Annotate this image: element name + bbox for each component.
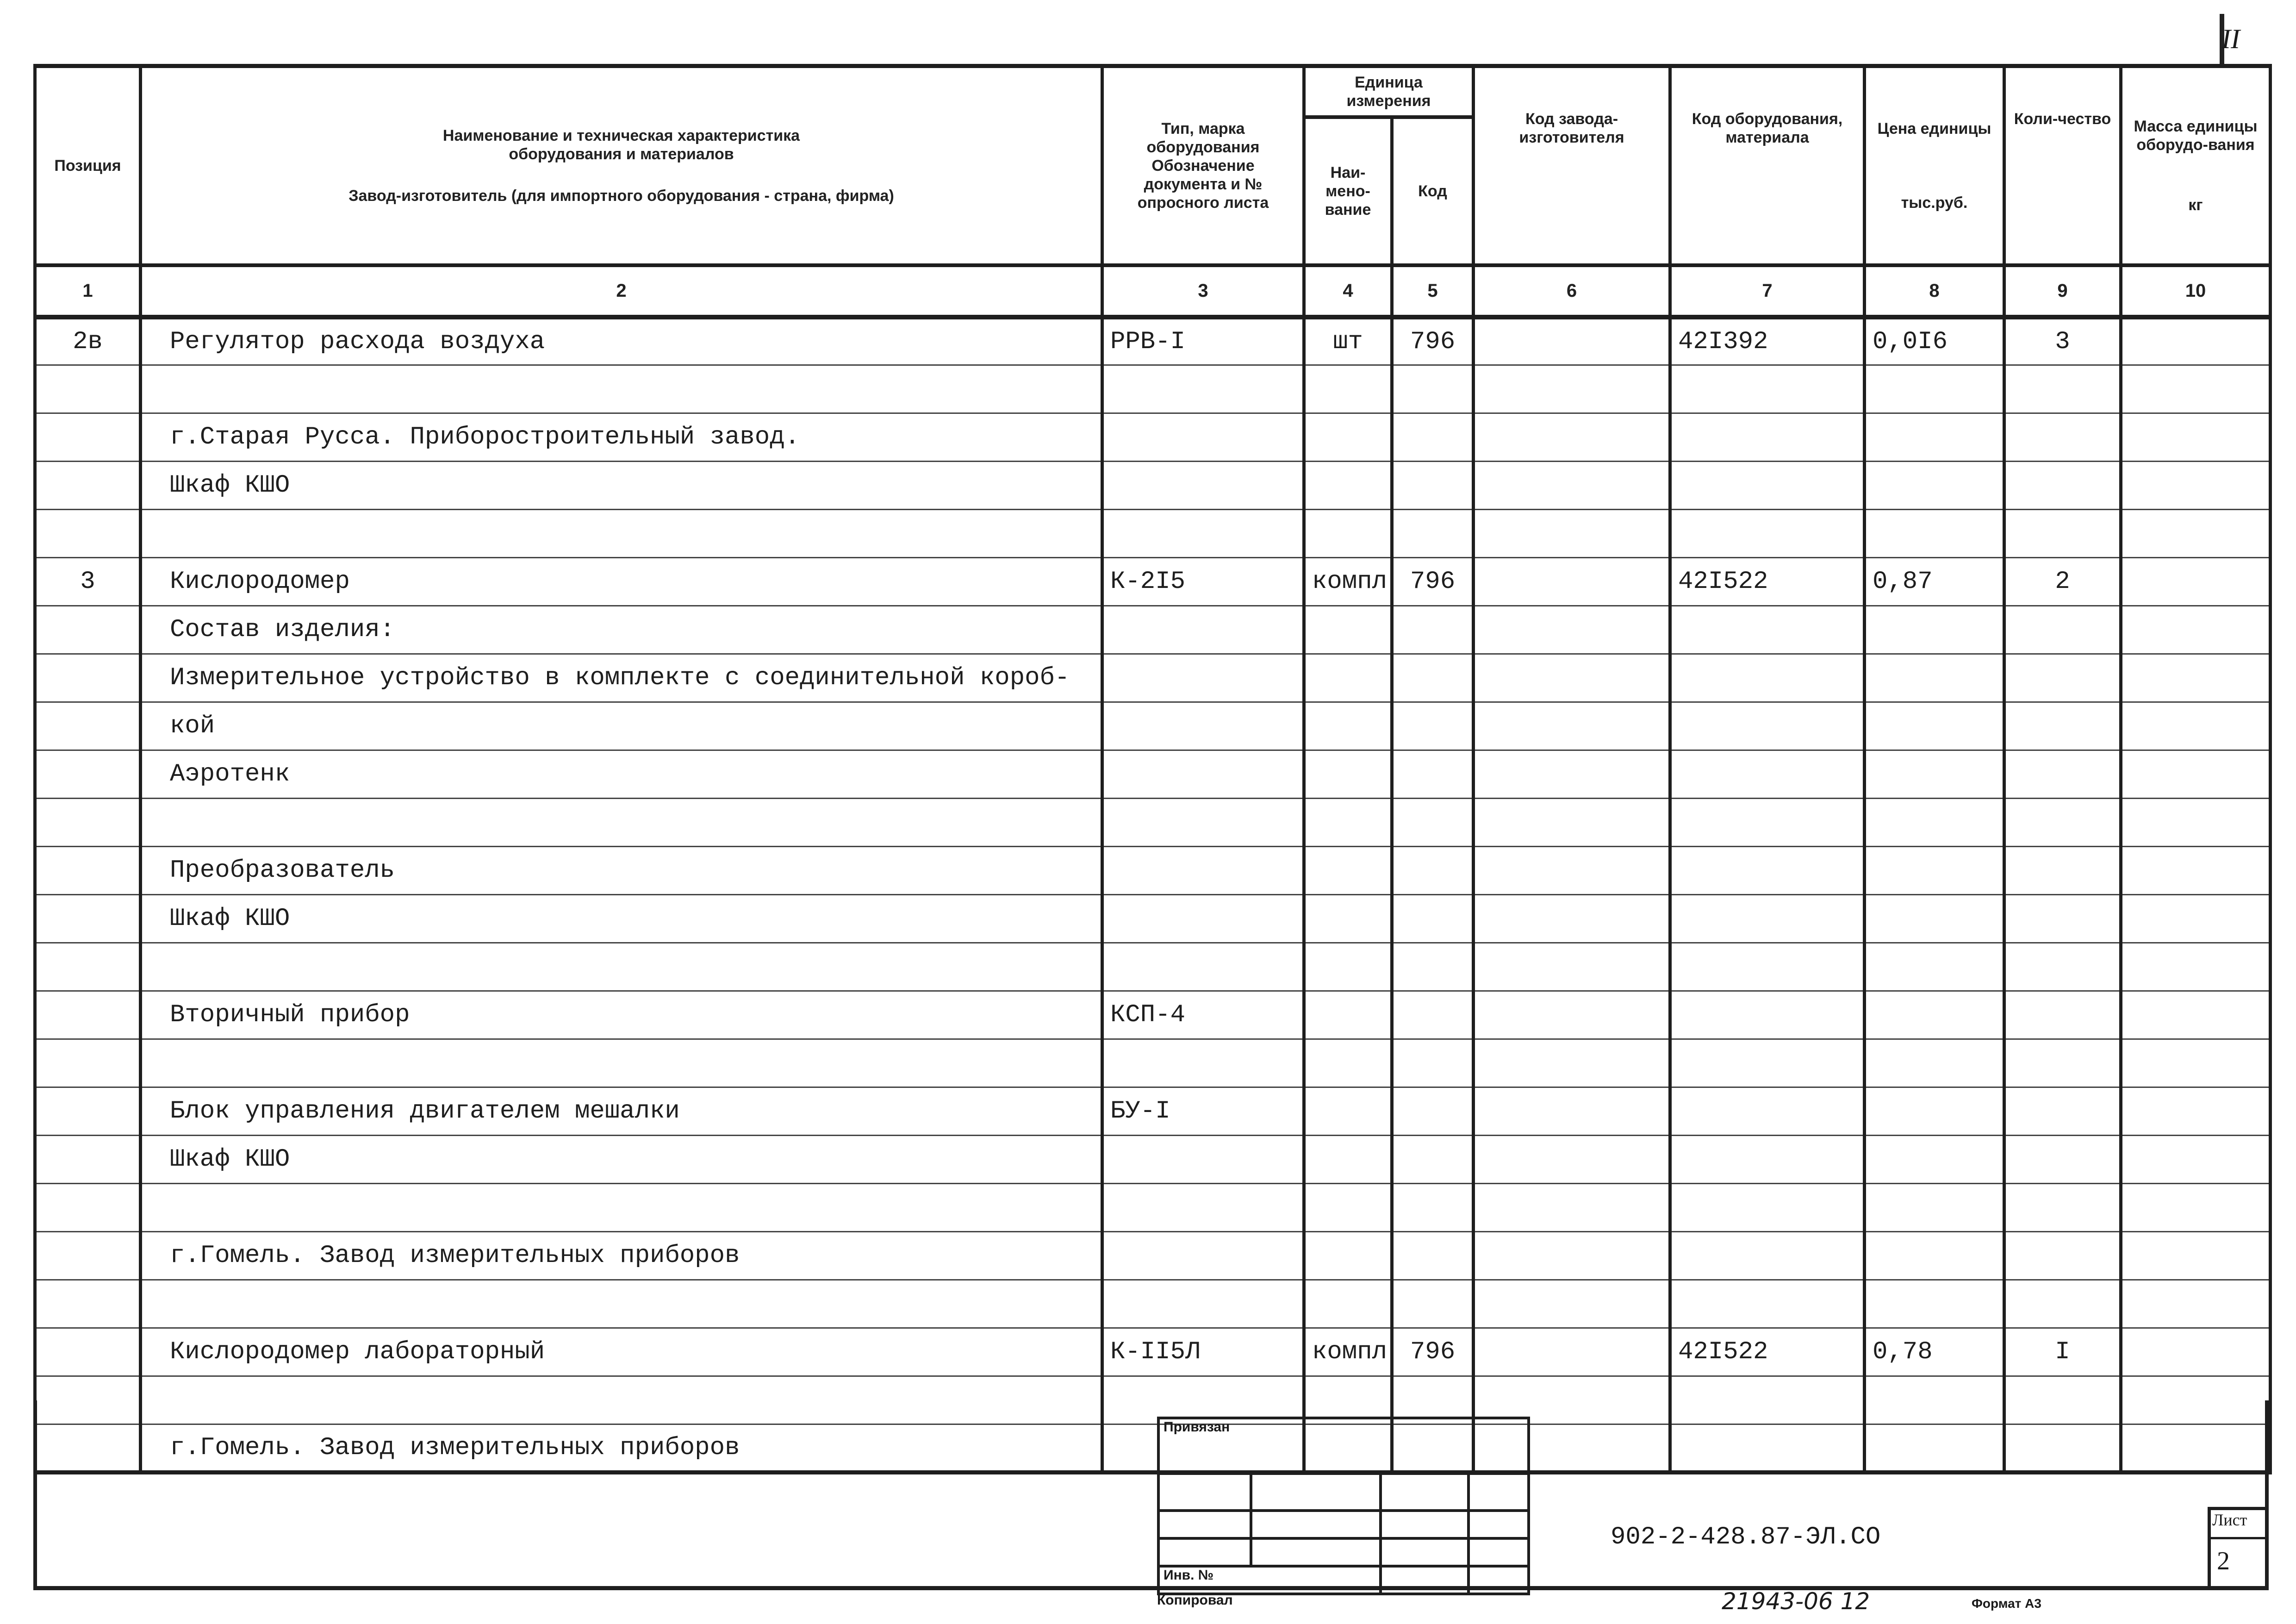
cell-qty: I — [2004, 1328, 2121, 1376]
cell-unit-code: 796 — [1392, 1328, 1474, 1376]
table-row — [35, 702, 2271, 750]
cell-qty: 3 — [2004, 317, 2121, 365]
cell-pos — [35, 702, 141, 750]
table-row — [35, 943, 2271, 991]
cell-mass — [2121, 702, 2271, 750]
header-unit-name: Наи-мено-вание — [1304, 117, 1392, 265]
cell-factory-code — [1474, 1039, 1670, 1087]
cell-factory-code — [1474, 510, 1670, 558]
cell-mass — [2121, 1087, 2271, 1136]
cell-factory-code — [1474, 943, 1670, 991]
cell-pos — [35, 413, 141, 462]
cell-unit-code — [1392, 510, 1474, 558]
inventory-number-label: Инв. № — [1158, 1566, 1381, 1594]
cell-name: Шкаф КШО — [141, 462, 1102, 510]
cell-type — [1102, 1039, 1304, 1087]
cell-equip-code — [1670, 799, 1865, 847]
cell-qty — [2004, 702, 2121, 750]
cell-price — [1865, 1087, 2004, 1136]
cell-qty — [2004, 1136, 2121, 1184]
cell-factory-code — [1474, 606, 1670, 654]
cell-equip-code — [1670, 1087, 1865, 1136]
cell-qty — [2004, 413, 2121, 462]
cell-equip-code — [1670, 895, 1865, 943]
cell-unit — [1304, 1087, 1392, 1136]
cell-name: кой — [141, 702, 1102, 750]
cell-type — [1102, 1232, 1304, 1280]
cell-unit — [1304, 462, 1392, 510]
cell-name: г.Старая Русса. Приборостроительный завод. — [141, 413, 1102, 462]
cell-factory-code — [1474, 750, 1670, 799]
column-number: 3 — [1102, 265, 1304, 317]
cell-unit-code — [1392, 943, 1474, 991]
cell-pos — [35, 991, 141, 1039]
sheet-label: Лист — [2212, 1511, 2247, 1529]
cell-pos: 3 — [35, 558, 141, 606]
cell-type — [1102, 1184, 1304, 1232]
cell-name: Состав изделия: — [141, 606, 1102, 654]
cell-pos: 2в — [35, 317, 141, 365]
cell-type — [1102, 510, 1304, 558]
cell-equip-code: 42I392 — [1670, 317, 1865, 365]
column-number: 2 — [141, 265, 1102, 317]
cell-unit-code: 796 — [1392, 317, 1474, 365]
cell-name — [141, 799, 1102, 847]
cell-unit-code — [1392, 365, 1474, 413]
cell-price — [1865, 1232, 2004, 1280]
cell-equip-code — [1670, 847, 1865, 895]
cell-unit-code — [1392, 606, 1474, 654]
table-row — [35, 750, 2271, 799]
cell-unit — [1304, 895, 1392, 943]
cell-pos — [35, 606, 141, 654]
column-number-row — [35, 265, 2271, 317]
cell-equip-code — [1670, 702, 1865, 750]
table-row — [35, 365, 2271, 413]
cell-unit — [1304, 1232, 1392, 1280]
cell-unit-code — [1392, 1184, 1474, 1232]
cell-price — [1865, 365, 2004, 413]
cell-qty — [2004, 462, 2121, 510]
sheet-number: 2 — [2217, 1547, 2230, 1575]
cell-unit-code — [1392, 1087, 1474, 1136]
cell-equip-code — [1670, 413, 1865, 462]
cell-name: Вторичный прибор — [141, 991, 1102, 1039]
cell-type — [1102, 462, 1304, 510]
cell-mass — [2121, 462, 2271, 510]
cell-factory-code — [1474, 317, 1670, 365]
table-row — [35, 1184, 2271, 1232]
cell-unit — [1304, 413, 1392, 462]
cell-factory-code — [1474, 1328, 1670, 1376]
table-row — [35, 1039, 2271, 1087]
handwritten-inventory-number: 21943-06 12 — [1722, 1588, 1870, 1615]
cell-qty — [2004, 799, 2121, 847]
table-row — [35, 462, 2271, 510]
cell-type: КСП-4 — [1102, 991, 1304, 1039]
cell-factory-code — [1474, 895, 1670, 943]
cell-pos — [35, 799, 141, 847]
cell-unit-code — [1392, 847, 1474, 895]
cell-qty — [2004, 510, 2121, 558]
cell-price: 0,78 — [1865, 1328, 2004, 1376]
cell-unit-code — [1392, 991, 1474, 1039]
cell-equip-code — [1670, 1184, 1865, 1232]
cell-mass — [2121, 991, 2271, 1039]
cell-mass — [2121, 413, 2271, 462]
cell-name — [141, 943, 1102, 991]
cell-mass — [2121, 943, 2271, 991]
cell-name: г.Гомель. Завод измерительных приборов — [141, 1424, 1102, 1473]
cell-name — [141, 365, 1102, 413]
cell-mass — [2121, 558, 2271, 606]
cell-unit-code — [1392, 895, 1474, 943]
cell-mass — [2121, 365, 2271, 413]
cell-name — [141, 510, 1102, 558]
cell-equip-code — [1670, 462, 1865, 510]
cell-price — [1865, 606, 2004, 654]
cell-name: г.Гомель. Завод измерительных приборов — [141, 1232, 1102, 1280]
cell-price — [1865, 847, 2004, 895]
table-row — [35, 991, 2271, 1039]
cell-pos — [35, 1087, 141, 1136]
cell-equip-code — [1670, 1039, 1865, 1087]
cell-price — [1865, 510, 2004, 558]
cell-type — [1102, 943, 1304, 991]
table-row — [35, 799, 2271, 847]
table-row — [35, 413, 2271, 462]
cell-price — [1865, 654, 2004, 702]
copied-by-label: Копировал — [1157, 1593, 1233, 1608]
cell-price: 0,0I6 — [1865, 317, 2004, 365]
cell-equip-code — [1670, 365, 1865, 413]
cell-price — [1865, 750, 2004, 799]
column-number: 4 — [1304, 265, 1392, 317]
header-mass-label: Масса единицы оборудо-вания — [2134, 117, 2258, 154]
title-block-frame — [33, 1400, 2269, 1590]
table-row — [35, 847, 2271, 895]
cell-mass — [2121, 510, 2271, 558]
document-number: 902-2-428.87-ЭЛ.СО — [1611, 1523, 1881, 1551]
cell-price — [1865, 1184, 2004, 1232]
cell-mass — [2121, 654, 2271, 702]
column-number: 7 — [1670, 265, 1865, 317]
cell-qty — [2004, 1184, 2121, 1232]
cell-factory-code — [1474, 1136, 1670, 1184]
cell-unit — [1304, 1039, 1392, 1087]
cell-type — [1102, 606, 1304, 654]
cell-name: Блок управления двигателем мешалки — [141, 1087, 1102, 1136]
cell-mass — [2121, 750, 2271, 799]
cell-factory-code — [1474, 1280, 1670, 1328]
cell-unit-code — [1392, 413, 1474, 462]
cell-pos — [35, 943, 141, 991]
cell-factory-code — [1474, 702, 1670, 750]
cell-qty — [2004, 943, 2121, 991]
attached-label: Привязан — [1158, 1418, 1529, 1474]
column-number: 10 — [2121, 265, 2271, 317]
cell-type — [1102, 1136, 1304, 1184]
cell-price — [1865, 462, 2004, 510]
cell-equip-code — [1670, 1280, 1865, 1328]
table-row — [35, 317, 2271, 365]
header-mass — [2121, 66, 2271, 265]
cell-name: Преобразователь — [141, 847, 1102, 895]
cell-unit — [1304, 654, 1392, 702]
cell-unit-code — [1392, 750, 1474, 799]
cell-type: БУ-I — [1102, 1087, 1304, 1136]
cell-pos — [35, 1232, 141, 1280]
table-row — [35, 1232, 2271, 1280]
cell-type — [1102, 413, 1304, 462]
equipment-specification-table — [33, 64, 2272, 1474]
cell-mass — [2121, 847, 2271, 895]
cell-price — [1865, 799, 2004, 847]
cell-equip-code — [1670, 510, 1865, 558]
cell-type — [1102, 895, 1304, 943]
cell-price — [1865, 1136, 2004, 1184]
table-row — [35, 606, 2271, 654]
cell-unit-code — [1392, 654, 1474, 702]
cell-mass — [2121, 799, 2271, 847]
column-number: 1 — [35, 265, 141, 317]
cell-unit — [1304, 365, 1392, 413]
page-number: II — [2221, 24, 2240, 54]
cell-qty: 2 — [2004, 558, 2121, 606]
cell-mass — [2121, 1039, 2271, 1087]
cell-mass — [2121, 1328, 2271, 1376]
column-number: 5 — [1392, 265, 1474, 317]
cell-equip-code — [1670, 654, 1865, 702]
header-position: Позиция — [35, 66, 141, 265]
cell-unit-code — [1392, 1136, 1474, 1184]
table-row — [35, 654, 2271, 702]
cell-name — [141, 1039, 1102, 1087]
cell-pos — [35, 462, 141, 510]
approval-stamp — [1157, 1417, 1530, 1595]
cell-price — [1865, 1280, 2004, 1328]
cell-unit — [1304, 1136, 1392, 1184]
cell-unit — [1304, 1280, 1392, 1328]
cell-type: РРВ-I — [1102, 317, 1304, 365]
header-name-line2: оборудования и материалов — [509, 145, 734, 163]
cell-unit-code — [1392, 799, 1474, 847]
cell-pos — [35, 847, 141, 895]
cell-unit: компл — [1304, 558, 1392, 606]
cell-equip-code — [1670, 606, 1865, 654]
cell-unit — [1304, 943, 1392, 991]
cell-qty — [2004, 365, 2121, 413]
cell-equip-code: 42I522 — [1670, 558, 1865, 606]
cell-pos — [35, 1184, 141, 1232]
cell-name — [141, 1184, 1102, 1232]
cell-unit-code — [1392, 1280, 1474, 1328]
table-row — [35, 1087, 2271, 1136]
cell-qty — [2004, 895, 2121, 943]
cell-name: Регулятор расхода воздуха — [141, 317, 1102, 365]
cell-pos — [35, 750, 141, 799]
cell-qty — [2004, 750, 2121, 799]
cell-factory-code — [1474, 1087, 1670, 1136]
cell-name: Аэротенк — [141, 750, 1102, 799]
header-quantity: Коли-чество — [2004, 66, 2121, 265]
cell-type: К-II5Л — [1102, 1328, 1304, 1376]
cell-mass — [2121, 895, 2271, 943]
cell-type — [1102, 365, 1304, 413]
cell-factory-code — [1474, 413, 1670, 462]
cell-unit: компл — [1304, 1328, 1392, 1376]
table-row — [35, 895, 2271, 943]
cell-equip-code — [1670, 1232, 1865, 1280]
cell-mass — [2121, 1184, 2271, 1232]
header-price — [1865, 66, 2004, 265]
cell-factory-code — [1474, 991, 1670, 1039]
cell-unit — [1304, 847, 1392, 895]
cell-unit-code — [1392, 1039, 1474, 1087]
cell-mass — [2121, 317, 2271, 365]
cell-qty — [2004, 847, 2121, 895]
cell-unit — [1304, 750, 1392, 799]
cell-equip-code — [1670, 991, 1865, 1039]
cell-name: Шкаф КШО — [141, 895, 1102, 943]
cell-pos — [35, 1039, 141, 1087]
cell-unit — [1304, 991, 1392, 1039]
cell-mass — [2121, 1136, 2271, 1184]
table-row — [35, 1136, 2271, 1184]
header-unit-group: Единица измерения — [1304, 66, 1474, 117]
cell-qty — [2004, 606, 2121, 654]
cell-name: Кислородомер — [141, 558, 1102, 606]
table-row — [35, 1280, 2271, 1328]
cell-unit-code — [1392, 702, 1474, 750]
table-row — [35, 510, 2271, 558]
table-row — [35, 558, 2271, 606]
cell-name: Шкаф КШО — [141, 1136, 1102, 1184]
cell-unit — [1304, 799, 1392, 847]
cell-pos — [35, 1280, 141, 1328]
cell-equip-code — [1670, 750, 1865, 799]
header-equipment-code: Код оборудования, материала — [1670, 66, 1865, 265]
cell-factory-code — [1474, 799, 1670, 847]
column-number: 8 — [1865, 265, 2004, 317]
cell-unit — [1304, 702, 1392, 750]
header-name — [141, 66, 1102, 265]
cell-mass — [2121, 606, 2271, 654]
header-factory-code: Код завода-изготовителя — [1474, 66, 1670, 265]
cell-mass — [2121, 1232, 2271, 1280]
cell-qty — [2004, 1232, 2121, 1280]
cell-unit: шт — [1304, 317, 1392, 365]
cell-pos — [35, 1136, 141, 1184]
cell-type — [1102, 654, 1304, 702]
header-price-unit: тыс.руб. — [1901, 194, 1968, 212]
cell-price — [1865, 1039, 2004, 1087]
cell-qty — [2004, 1087, 2121, 1136]
cell-pos — [35, 895, 141, 943]
cell-type — [1102, 1280, 1304, 1328]
header-name-line1: Наименование и техническая характеристика — [442, 126, 800, 144]
cell-price — [1865, 702, 2004, 750]
cell-type — [1102, 799, 1304, 847]
cell-unit — [1304, 1184, 1392, 1232]
cell-price — [1865, 991, 2004, 1039]
cell-qty — [2004, 1280, 2121, 1328]
header-unit-code: Код — [1392, 117, 1474, 265]
cell-factory-code — [1474, 1184, 1670, 1232]
cell-factory-code — [1474, 847, 1670, 895]
sheet-box-divider — [2208, 1537, 2268, 1539]
cell-price: 0,87 — [1865, 558, 2004, 606]
cell-factory-code — [1474, 462, 1670, 510]
cell-unit-code: 796 — [1392, 558, 1474, 606]
format-label: Формат А3 — [1972, 1596, 2041, 1611]
cell-unit-code — [1392, 462, 1474, 510]
cell-price — [1865, 413, 2004, 462]
cell-equip-code: 42I522 — [1670, 1328, 1865, 1376]
cell-pos — [35, 1328, 141, 1376]
cell-name: Кислородомер лабораторный — [141, 1328, 1102, 1376]
cell-unit — [1304, 606, 1392, 654]
cell-mass — [2121, 1280, 2271, 1328]
header-mass-unit: кг — [2188, 196, 2203, 214]
cell-factory-code — [1474, 1232, 1670, 1280]
cell-type: К-2I5 — [1102, 558, 1304, 606]
cell-qty — [2004, 1039, 2121, 1087]
cell-name: Измерительное устройство в комплекте с соединительной короб- — [141, 654, 1102, 702]
cell-qty — [2004, 654, 2121, 702]
cell-price — [1865, 895, 2004, 943]
header-name-line3: Завод-изготовитель (для импортного оборудования - страна, фирма) — [348, 187, 894, 205]
column-number: 9 — [2004, 265, 2121, 317]
cell-unit-code — [1392, 1232, 1474, 1280]
cell-type — [1102, 750, 1304, 799]
cell-factory-code — [1474, 654, 1670, 702]
header-type: Тип, марка оборудования Обозначение документа и № опросного листа — [1102, 66, 1304, 265]
cell-unit — [1304, 510, 1392, 558]
cell-qty — [2004, 991, 2121, 1039]
cell-price — [1865, 943, 2004, 991]
cell-pos — [35, 510, 141, 558]
cell-type — [1102, 847, 1304, 895]
cell-type — [1102, 702, 1304, 750]
cell-pos — [35, 654, 141, 702]
header-price-label: Цена единицы — [1877, 119, 1991, 137]
cell-name — [141, 1280, 1102, 1328]
cell-equip-code — [1670, 1136, 1865, 1184]
cell-equip-code — [1670, 943, 1865, 991]
cell-pos — [35, 365, 141, 413]
column-number: 6 — [1474, 265, 1670, 317]
cell-factory-code — [1474, 365, 1670, 413]
cell-factory-code — [1474, 558, 1670, 606]
table-row — [35, 1328, 2271, 1376]
